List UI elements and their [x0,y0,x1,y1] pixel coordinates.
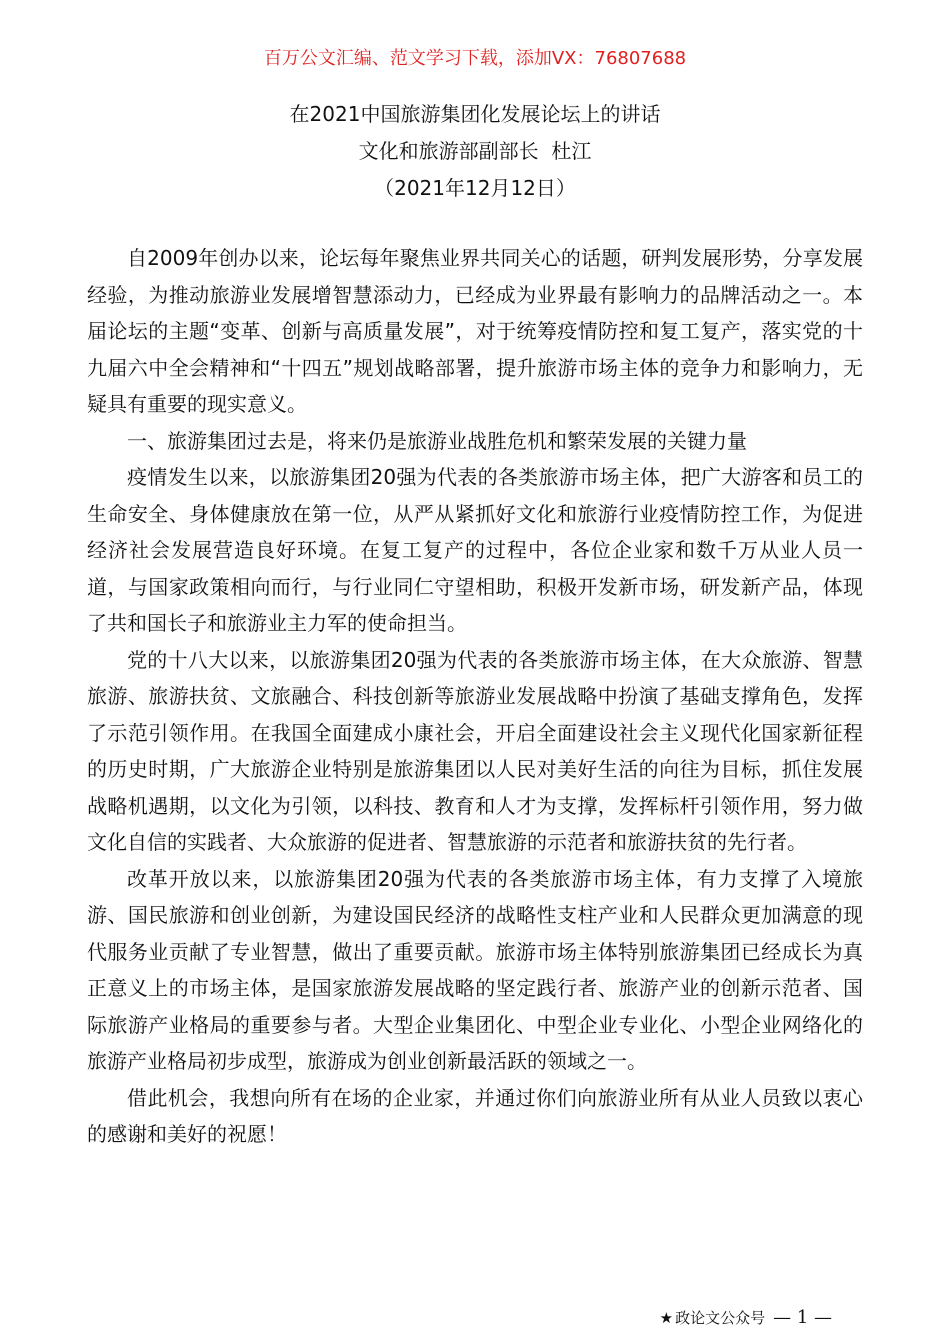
speaker-line: 文化和旅游部副部长 杜江 [358,139,592,163]
promo-banner: 百万公文汇编、范文学习下载，添加VX：76807688 [263,48,687,69]
page-footer [660,1308,832,1328]
page-number: — 1 — [773,1307,832,1328]
paragraph-18th-congress: 党的十八大以来，以旅游集团20强为代表的各类旅游市场主体，在大众旅游、智慧旅游、旅游扶贫、文旅融合、科技创新等旅游业发展战略中扮演了基础支撑角色，发挥了示范引领作用。在我国全面建成小康社会，开启全面建设社会主义现代化国家新征程的历史时期，广大旅游企业特别是旅游集团以人民对美好生活的向往为目标，抓住发展战略机遇期，以文化为引领，以科技、教育和人才为支撑，发挥标杆引领作用，努力做文化自信的实践者、大众旅游的促进者、智慧旅游的示范者和旅游扶贫的先行者。 [87,647,863,854]
document-body [87,240,863,1153]
footer-source: 政论文公众号 [675,1309,766,1327]
paragraph-thanks: 借此机会，我想向所有在场的企业家，并通过你们向旅游业所有从业人员致以衷心的感谢和美好的祝愿！ [87,1085,863,1146]
speech-title: 在2021中国旅游集团化发展论坛上的讲话 [289,102,661,126]
section-heading-1: 一、旅游集团过去是，将来仍是旅游业战胜危机和繁荣发展的关键力量 [127,428,747,453]
paragraph-intro: 自2009年创办以来，论坛每年聚焦业界共同关心的话题，研判发展形势，分享发展经验，为推动旅游业发展增智慧添动力，已经成为业界最有影响力的品牌活动之一。本届论坛的主题“变革、创新与高质量发展”，对于统筹疫情防控和复工复产，落实党的十九届六中全会精神和“十四五”规划战略部署，提升旅游市场主体的竞争力和影响力，无疑具有重要的现实意义。 [87,246,863,416]
paragraph-pandemic: 疫情发生以来，以旅游集团20强为代表的各类旅游市场主体，把广大游客和员工的生命安全、身体健康放在第一位，从严从紧抓好文化和旅游行业疫情防控工作，为促进经济社会发展营造良好环境。在复工复产的过程中，各位企业家和数千万从业人员一道，与国家政策相向而行，与行业同仁守望相助，积极开发新市场，研发新产品，体现了共和国长子和旅游业主力军的使命担当。 [87,465,863,635]
star-icon: ★ [659,1309,674,1327]
speech-date: （2021年12月12日） [374,176,576,200]
paragraph-reform-opening: 改革开放以来，以旅游集团20强为代表的各类旅游市场主体，有力支撑了入境旅游、国民旅游和创业创新，为建设国民经济的战略性支柱产业和人民群众更加满意的现代服务业贡献了专业智慧，做出了重要贡献。旅游市场主体特别旅游集团已经成长为真正意义上的市场主体，是国家旅游发展战略的坚定践行者、旅游产业的创新示范者、国际旅游产业格局的重要参与者。大型企业集团化、中型企业专业化、小型企业网络化的旅游产业格局初步成型，旅游成为创业创新最活跃的领域之一。 [87,866,863,1073]
title-block [0,96,950,207]
